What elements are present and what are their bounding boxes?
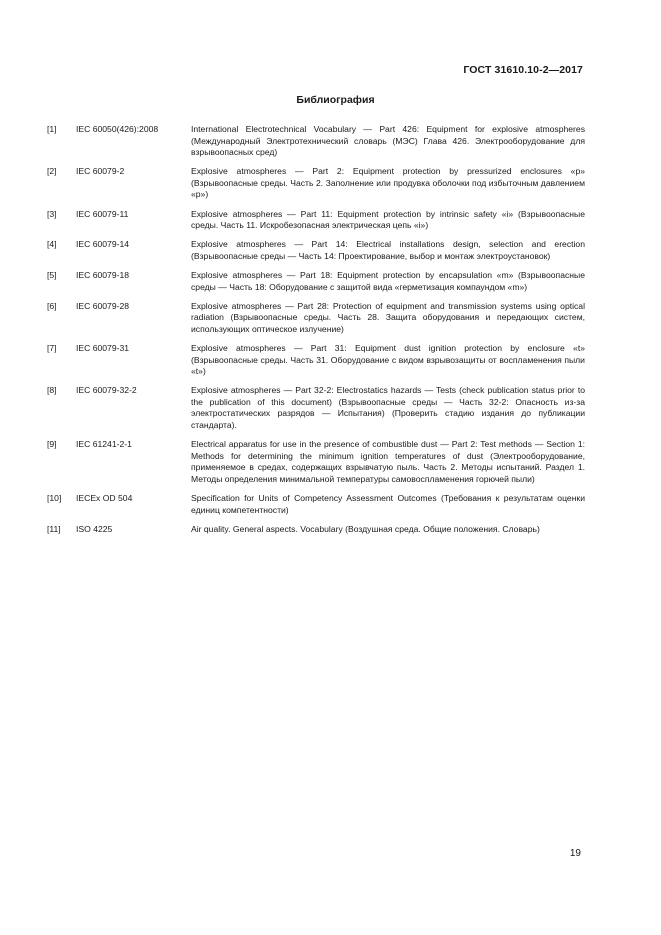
- entry-description: Explosive atmospheres — Part 32-2: Electrostatics hazards — Tests (check publication status prior to the publication of this document) (Взрывоопасные среды — Часть 32-2: Опасность из-за электростатических разрядов — Испытания) (Проверить стадию издания до публикации стандарта).: [191, 385, 585, 430]
- entry-number: [11]: [47, 523, 61, 534]
- entry-number: [9]: [47, 439, 57, 450]
- bibliography-entry: [47, 166, 585, 201]
- bibliography-entry: [47, 270, 585, 293]
- bibliography-entry: [47, 239, 585, 262]
- entry-reference: IEC 60079-11: [76, 208, 129, 219]
- bibliography-entry: [47, 343, 585, 378]
- entry-number: [4]: [47, 239, 57, 250]
- entry-description: Explosive atmospheres — Part 11: Equipment protection by intrinsic safety «i» (Взрывоопасные среды. Часть 11. Искробезопасная электрическая цепь «i»): [191, 208, 585, 231]
- entry-reference: IEC 60079-31: [76, 342, 130, 353]
- bibliography-entry: [47, 124, 585, 159]
- entry-number: [3]: [47, 208, 57, 219]
- entry-description: Explosive atmospheres — Part 18: Equipment protection by encapsulation «m» (Взрывоопасные среды — Часть 18: Оборудование с защитой вида «герметизация компаундом «m»): [191, 269, 585, 292]
- bibliography-entry: [47, 209, 585, 232]
- entry-description: Electrical apparatus for use in the presence of combustible dust — Part 2: Test methods — Section 1: Methods for determining the minimum ignition temperatures of dust (Электрооборудование, применяемое в средах, содержащих взрывчатую пыль. Часть 2. Методы испытаний. Раздел 1. Методы определения минимальной температуры самовоспламенения горючей пыли): [191, 439, 585, 484]
- entry-reference: IEC 60079-14: [76, 239, 130, 250]
- document-code: ГОСТ 31610.10-2—2017: [463, 64, 583, 76]
- entry-number: [1]: [47, 124, 57, 134]
- entry-reference: IEC 60079-28: [76, 300, 130, 311]
- entry-number: [8]: [47, 385, 57, 396]
- entry-reference: ISO 4225: [76, 523, 113, 534]
- bibliography-entry: [47, 493, 585, 516]
- entry-reference: IEC 60079-32-2: [76, 385, 137, 396]
- bibliography-title: Библиография: [296, 94, 375, 106]
- bibliography-entry: [47, 301, 585, 336]
- bibliography-list: [47, 124, 585, 543]
- page-number: 19: [569, 848, 581, 859]
- bibliography-entry: [47, 439, 585, 485]
- bibliography-entry: [47, 524, 585, 536]
- entry-reference: IECEx OD 504: [76, 492, 133, 503]
- entry-number: [5]: [47, 269, 57, 280]
- entry-number: [7]: [47, 342, 57, 353]
- entry-description: Air quality. General aspects. Vocabulary (Воздушная среда. Общие положения. Словарь): [191, 523, 540, 534]
- entry-reference: IEC 61241-2-1: [76, 439, 132, 450]
- entry-number: [6]: [47, 300, 57, 311]
- entry-number: [2]: [47, 166, 57, 177]
- entry-description: Explosive atmospheres — Part 2: Equipment protection by pressurized enclosures «p» (Взрывоопасные среды. Часть 2. Заполнение или продувка оболочки под избыточным давлением «p»): [191, 166, 585, 200]
- entry-number: [10]: [47, 492, 62, 503]
- entry-description: Explosive atmospheres — Part 28: Protection of equipment and transmission systems using optical radiation (Взрывоопасные среды. Часть 28. Защита оборудования и передающих систем, использующих оптическое излучение): [191, 300, 585, 334]
- entry-description: Explosive atmospheres — Part 14: Electrical installations design, selection and erection (Взрывоопасные среды — Часть 14: Проектирование, выбор и монтаж электроустановок): [191, 239, 585, 261]
- entry-reference: IEC 60079-18: [76, 269, 130, 280]
- entry-description: International Electrotechnical Vocabulary — Part 426: Equipment for explosive atmospheres (Международный Электротехнический словарь (МЭС) Глава 426. Электрооборудование для взрывоопасных сред): [191, 124, 585, 158]
- entry-description: Specification for Units of Competency Assessment Outcomes (Требования к результатам оценки единиц компетентности): [191, 492, 585, 515]
- entry-reference: IEC 60079-2: [76, 166, 125, 177]
- entry-reference: IEC 60050(426):2008: [76, 124, 159, 134]
- bibliography-entry: [47, 385, 585, 431]
- entry-description: Explosive atmospheres — Part 31: Equipment dust ignition protection by enclosure «t» (Взрывоопасные среды. Часть 31. Оборудование с видом взрывозащиты от воспламенения пыли «t»): [191, 342, 585, 377]
